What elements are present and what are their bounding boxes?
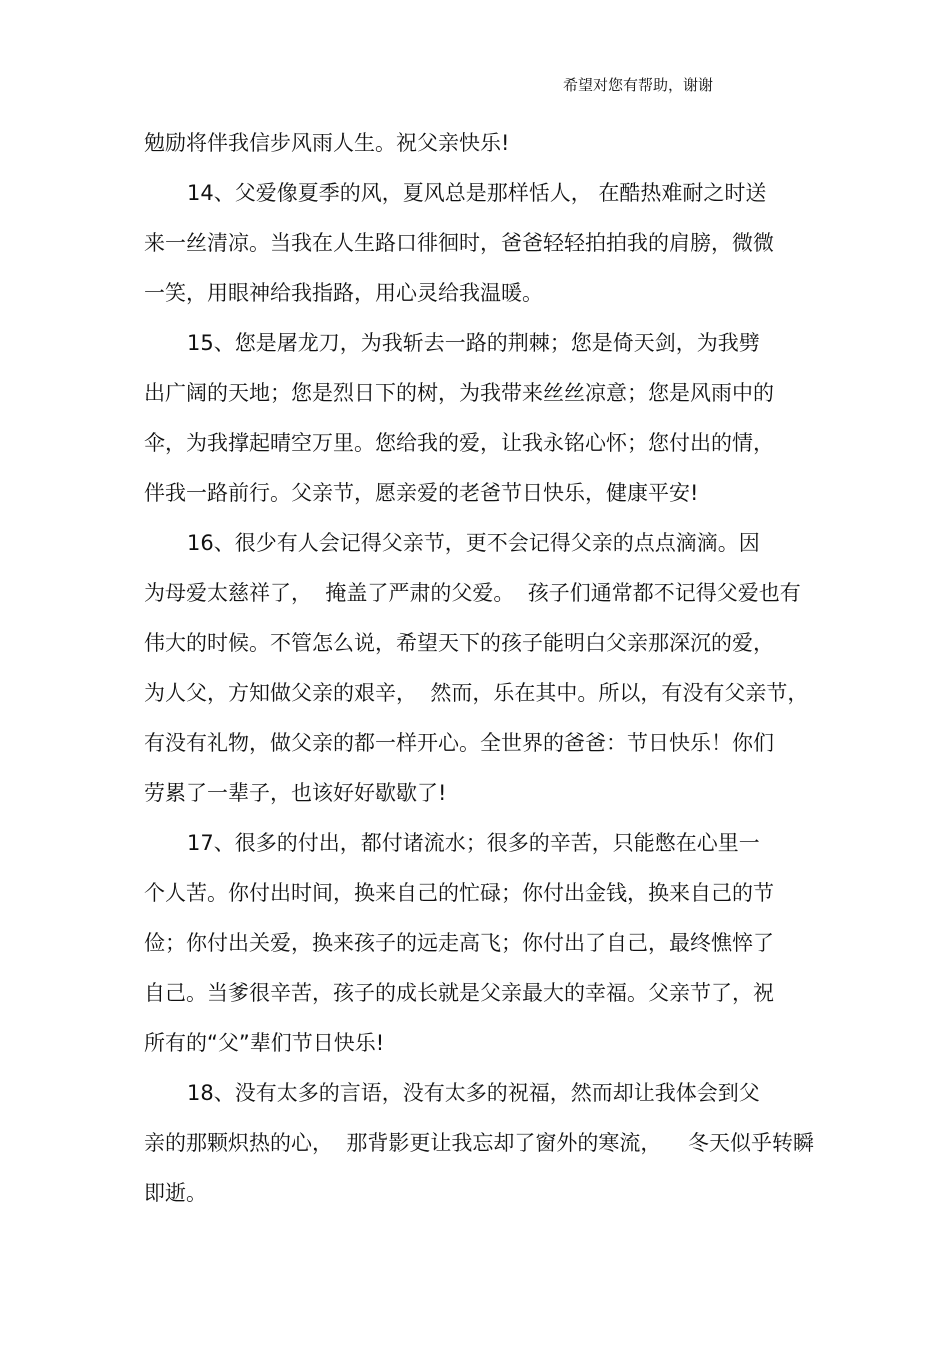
text-line: 一笑，用眼神给我指路，用心灵给我温暖。	[144, 281, 543, 305]
text-line: 为人父，方知做父亲的艰辛， 然而，乐在其中。所以，有没有父亲节，	[144, 681, 809, 705]
text-line: 勉励将伴我信步风雨人生。祝父亲快乐!	[144, 131, 510, 155]
paragraph-16-line: 16、很少有人会记得父亲节，更不会记得父亲的点点滴滴。因	[187, 531, 760, 555]
text-line: 为母爱太慈祥了， 掩盖了严肃的父爱。 孩子们通常都不记得父爱也有	[144, 581, 801, 605]
text-line: 俭；你付出关爱，换来孩子的远走高飞；你付出了自己，最终憔悴了	[144, 931, 774, 955]
text-line: 自己。当爹很辛苦，孩子的成长就是父亲最大的幸福。父亲节了，祝	[144, 981, 774, 1005]
text-line: 伴我一路前行。父亲节，愿亲爱的老爸节日快乐，健康平安!	[144, 481, 699, 505]
text-line: 有没有礼物，做父亲的都一样开心。全世界的爸爸：节日快乐！你们	[144, 731, 774, 755]
header-note: 希望对您有帮助，谢谢	[563, 76, 714, 94]
text-line: 劳累了一辈子，也该好好歇歇了!	[144, 781, 447, 805]
text-line: 亲的那颗炽热的心， 那背影更让我忘却了窗外的寒流， 冬天似乎转瞬	[144, 1131, 815, 1155]
paragraph-18-line: 18、没有太多的言语，没有太多的祝福，然而却让我体会到父	[187, 1081, 760, 1105]
text-line: 出广阔的天地；您是烈日下的树，为我带来丝丝凉意；您是风雨中的	[144, 381, 774, 405]
text-line: 个人苦。你付出时间，换来自己的忙碌；你付出金钱，换来自己的节	[144, 881, 774, 905]
text-line: 伟大的时候。不管怎么说，希望天下的孩子能明白父亲那深沉的爱，	[144, 631, 774, 655]
paragraph-15-line: 15、您是屠龙刀，为我斩去一路的荆棘；您是倚天剑，为我劈	[187, 331, 760, 355]
text-line: 即逝。	[144, 1181, 207, 1205]
text-line: 伞，为我撑起晴空万里。您给我的爱，让我永铭心怀；您付出的情，	[144, 431, 774, 455]
paragraph-14-line: 14、父爱像夏季的风，夏风总是那样恬人， 在酷热难耐之时送	[187, 181, 767, 205]
text-line: 所有的“父”辈们节日快乐!	[144, 1031, 385, 1055]
paragraph-17-line: 17、很多的付出，都付诸流水；很多的辛苦，只能憋在心里一	[187, 831, 760, 855]
text-line: 来一丝清凉。当我在人生路口徘徊时，爸爸轻轻拍拍我的肩膀，微微	[144, 231, 774, 255]
